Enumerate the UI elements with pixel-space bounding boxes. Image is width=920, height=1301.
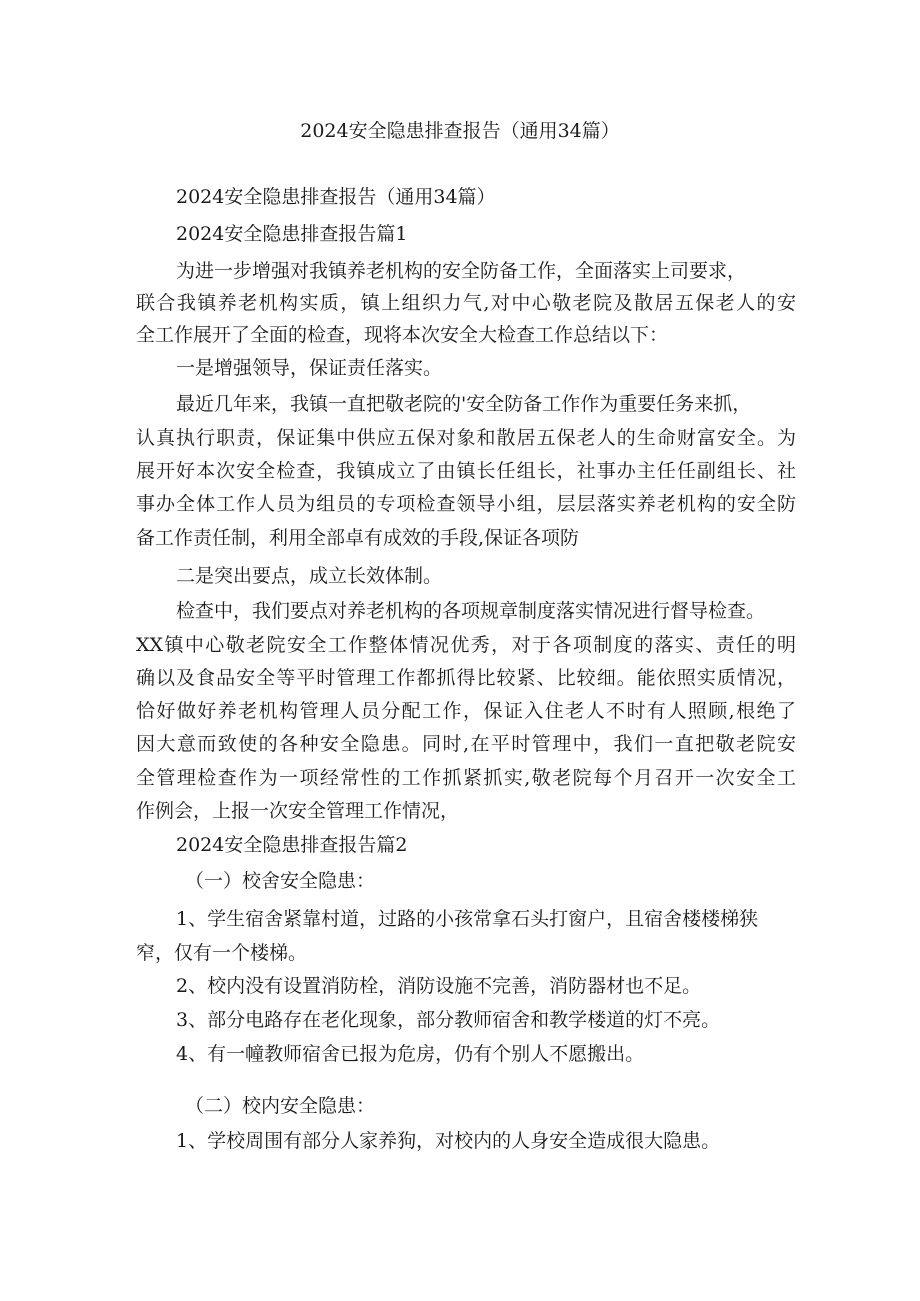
text-line: 认真执行职责，保证集中供应五保对象和散居五保老人的生命财富安全。为 xyxy=(136,427,796,449)
text-line: 联合我镇养老机构实质，镇上组织力气,对中心敬老院及散居五保老人的安 xyxy=(136,292,796,314)
text-line: 为进一步增强对我镇养老机构的安全防备工作，全面落实上司要求， xyxy=(176,260,747,282)
text-line: 2024安全隐患排查报告（通用34篇） xyxy=(176,186,496,208)
subheading: 二是突出要点，成立长效体制。 xyxy=(176,565,443,587)
list-item: 2、校内没有设置消防栓，消防设施不完善，消防器材也不足。 xyxy=(176,975,702,997)
subheading: （二）校内安全隐患： xyxy=(185,1095,376,1117)
list-item: 3、部分电路存在老化现象，部分教师宿舍和教学楼道的灯不亮。 xyxy=(176,1009,721,1031)
document-title: 2024安全隐患排查报告（通用34篇） xyxy=(300,120,620,142)
text-line: 全管理检查作为一项经常性的工作抓紧抓实,敬老院每个月召开一次安全工 xyxy=(136,767,796,789)
subheading: 一是增强领导，保证责任落实。 xyxy=(176,357,443,379)
section-heading: 2024安全隐患排查报告篇2 xyxy=(176,834,408,856)
text-line: 最近几年来，我镇一直把敬老院的'安全防备工作作为重要任务来抓， xyxy=(176,393,752,415)
subheading: （一）校舍安全隐患： xyxy=(185,870,376,892)
text-line: 因大意而致使的各种安全隐患。同时,在平时管理中，我们一直把敬老院安 xyxy=(136,733,796,755)
text-line: 恰好做好养老机构管理人员分配工作，保证入住老人不时有人照顾,根绝了 xyxy=(136,700,796,722)
section-heading: 2024安全隐患排查报告篇1 xyxy=(176,223,408,245)
list-item: 1、学生宿舍紧靠村道，过路的小孩常拿石头打窗户，且宿舍楼楼梯狭 xyxy=(176,908,759,930)
text-line: 全工作展开了全面的检查，现将本次安全大检查工作总结以下： xyxy=(136,324,669,346)
text-line: 事办全体工作人员为组员的专项检查领导小组，层层落实养老机构的安全防 xyxy=(136,493,796,515)
text-line: 作例会，上报一次安全管理工作情况， xyxy=(136,800,460,822)
text-line: XX镇中心敬老院安全工作整体情况优秀，对于各项制度的落实、责任的明 xyxy=(136,634,796,656)
text-line: 窄，仅有一个楼梯。 xyxy=(136,942,308,964)
text-line: 确以及食品安全等平时管理工作都抓得比较紧、比较细。能依照实质情况， xyxy=(136,667,796,689)
list-item: 1、学校周围有部分人家养狗，对校内的人身安全造成很大隐患。 xyxy=(176,1130,721,1152)
text-line: 展开好本次安全检查，我镇成立了由镇长任组长，社事办主任任副组长、社 xyxy=(136,460,796,482)
text-line: 备工作责任制，利用全部卓有成效的手段,保证各项防 xyxy=(136,527,580,549)
text-line: 检查中，我们要点对养老机构的各项规章制度落实情况进行督导检查。 xyxy=(176,600,766,622)
list-item: 4、有一幢教师宿舍已报为危房，仍有个别人不愿搬出。 xyxy=(176,1043,645,1065)
